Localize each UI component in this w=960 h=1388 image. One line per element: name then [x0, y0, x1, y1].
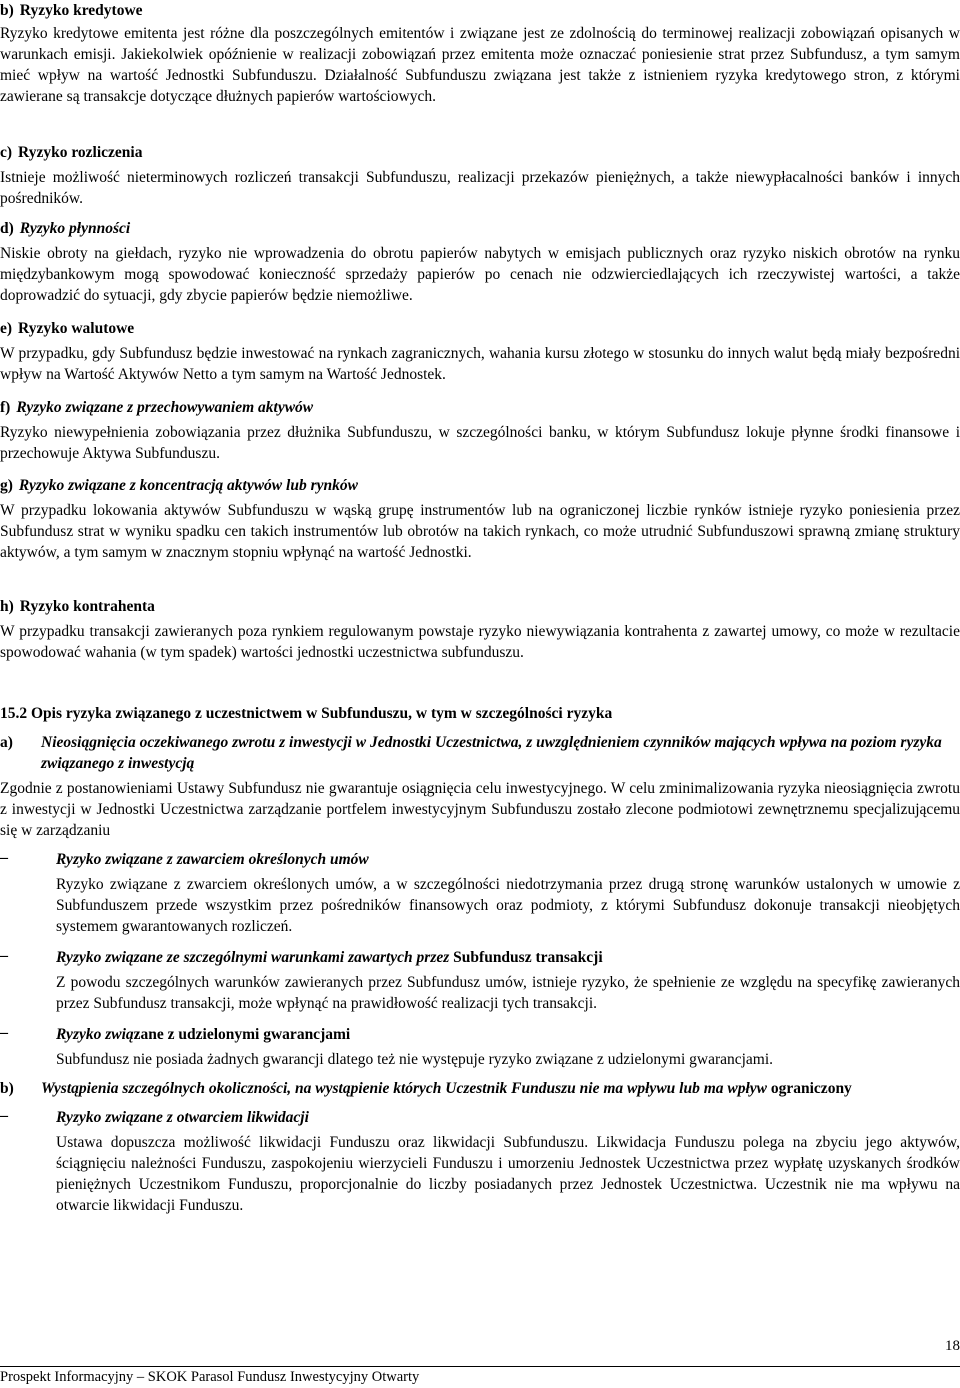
section-title: Ryzyko związane z koncentracją aktywów lub rynków: [18, 477, 358, 494]
bullet-title-italic: Ryzyko związane ze szczególnymi warunkami zawartych przez: [56, 949, 454, 966]
section-label: g): [0, 477, 13, 494]
section-label: b): [0, 2, 14, 19]
bullet-title: [56, 1107, 960, 1128]
section-title: Ryzyko kontrahenta: [19, 598, 155, 615]
section-heading: [0, 318, 960, 339]
bullet-text: Ryzyko związane z zwarciem określonych umów, a w szczególności niedotrzymania przez drugą stronę warunków ustalonych w umowie z Subfunduszem przede wszystkim przez pośredników finansowych oraz podmioty, z którymi Subfundusz dokonuje transakcji nieobjętych systemem gwarantowanych rozliczeń.: [56, 876, 960, 935]
bullet-liquidation: [0, 1107, 960, 1216]
bullet-title-italic: Ryzyko zwią: [56, 1026, 134, 1043]
section-heading: [0, 0, 960, 21]
section-text: W przypadku lokowania aktywów Subfunduszu w wąską grupę instrumentów lub na ograniczonej liczbie rynków istnieje ryzyko poniesienia przez Subfundusz strat w wyniku spadku cen takich instrumentów lub obrotów na takich rynkach, co może utrudnić Subfunduszowi sprawną zmianę struktury aktywów, a tym samym w znacznym stopniu wpłynąć na wartość Jednostki.: [0, 502, 960, 561]
subsection-title: Nieosiągnięcia oczekiwanego zwrotu z inwestycji w Jednostki Uczestnictwa, z uwzględnieniem czynników mających wpływa na poziom ryzyka związanego z inwestycją: [41, 734, 942, 772]
bullet-text: Z powodu szczególnych warunków zawieranych przez Subfundusz umów, istnieje ryzyko, że spełnienie ze względu na specyfikę zawieranych przez Subfundusz transakcji, może wpłynąć na prawidłowość realizacji tych transakcji.: [56, 974, 960, 1012]
section-label: f): [0, 399, 11, 416]
section-title: Ryzyko związane z przechowywaniem aktywów: [16, 399, 314, 416]
section-text: Niskie obroty na giełdach, ryzyko nie wprowadzenia do obrotu papierów nabytych w emisjach publicznych oraz ryzyko niskich obrotów na rynku międzybankowym mogą spowodować konieczność sprzedaży papierów po cenach nie odzwierciedlających ich rzeczywistej wartości, a także doprowadzić do sytuacji, gdy zbycie papierów będzie niemożliwe.: [0, 245, 960, 304]
bullet-title-italic: Ryzyko związane z zawarciem określonych umów: [56, 851, 369, 868]
section-15-2-title: 15.2 Opis ryzyka związanego z uczestnictwem w Subfunduszu, w tym w szczególności ryzyka: [0, 705, 613, 722]
subsection-label: b): [0, 1080, 14, 1097]
section-credit-risk: [0, 0, 960, 107]
dash-marker: –: [0, 1024, 8, 1041]
bullet-text: Subfundusz nie posiada żadnych gwarancji dlatego też nie występuje ryzyko związane z udzielonymi gwarancjami.: [56, 1051, 774, 1068]
subsection-label: a): [0, 734, 13, 751]
subsection-title-rest: ograniczony: [770, 1080, 852, 1097]
section-liquidity-risk: [0, 218, 960, 306]
subsection-title-italic: Wystąpienia szczególnych okoliczności, na wystąpienie których Uczestnik Funduszu nie ma wpływu lub ma wpływ: [41, 1080, 767, 1097]
section-title: Ryzyko rozliczenia: [18, 144, 143, 161]
dash-marker: –: [0, 947, 8, 964]
bullet-special-conditions: [0, 947, 960, 1014]
section-heading: [0, 142, 960, 163]
section-heading: [0, 475, 960, 496]
section-text: Ryzyko niewypełnienia zobowiązania przez dłużnika Subfunduszu, w szczególności banku, w którym Subfundusz lokuje płynne środki finansowe i przechowuje Aktywa Subfunduszu.: [0, 424, 960, 462]
section-title: Ryzyko kredytowe: [19, 2, 143, 19]
section-title: Ryzyko walutowe: [18, 320, 135, 337]
subsection-a-heading: [0, 732, 960, 774]
section-label: e): [0, 320, 13, 337]
bullet-title: [56, 947, 960, 968]
section-heading: [0, 397, 960, 418]
section-label: c): [0, 144, 13, 161]
bullet-title: [56, 849, 960, 870]
section-label: h): [0, 598, 14, 615]
section-text: W przypadku, gdy Subfundusz będzie inwestować na rynkach zagranicznych, wahania kursu złotego w stosunku do innych walut będą miały bezpośredni wpływ na Wartość Aktywów Netto a tym samym na Wartość Jednostek.: [0, 345, 960, 383]
bullet-title-rest: zane z udzielonymi gwarancjami: [133, 1026, 351, 1043]
bullet-text: Ustawa dopuszcza możliwość likwidacji Funduszu oraz likwidacji Subfunduszu. Likwidacja Funduszu polega na zbyciu jego aktywów, ściągnięciu należności Funduszu, zaspokojeniu wierzycieli Funduszu i umorzeniu Jednostek Uczestnictwa przez wypłatę uzyskanych środków pieniężnych Uczestnikom Funduszu, proporcjonalnie do liczby posiadanych przez Jednostek Uczestnictwa. Uczestnik nie ma wpływu na otwarcie likwidacji Funduszu.: [56, 1134, 960, 1214]
section-custody-risk: [0, 397, 960, 464]
section-concentration-risk: [0, 475, 960, 563]
subsection-b-heading: [0, 1078, 960, 1099]
section-label: d): [0, 220, 14, 237]
section-heading: [0, 596, 960, 617]
section-counterparty-risk: [0, 596, 960, 663]
section-title: Ryzyko płynności: [19, 220, 131, 237]
dash-marker: –: [0, 849, 8, 866]
dash-marker: –: [0, 1107, 8, 1124]
bullet-title-italic: Ryzyko związane z otwarciem likwidacji: [56, 1109, 309, 1126]
section-text: W przypadku transakcji zawieranych poza rynkiem regulowanym powstaje ryzyko niewywiązania kontrahenta z zawartej umowy, co może w rezultacie spowodować wahania (w tym spadek) wartości jednostki uczestnictwa subfunduszu.: [0, 623, 960, 661]
section-text: Ryzyko kredytowe emitenta jest różne dla poszczególnych emitentów i związane jest ze zdolnością do terminowej realizacji zobowiązań opisanych w warunkach emisji. Jakiekolwiek opóźnienie w realizacji zobowiązań przez emitenta może oznaczać poniesienie strat przez Subfundusz, a tym samym mieć wpływ na wartość Jednostki Subfunduszu. Działalność Subfunduszu związana jest także z istnieniem ryzyka kredytowego stron, z którymi zawierane są transakcje dotyczące dłużnych papierów wartościowych.: [0, 25, 960, 105]
footer-text: Prospekt Informacyjny – SKOK Parasol Fundusz Inwestycyjny Otwarty: [0, 1369, 420, 1385]
section-heading: [0, 218, 960, 239]
section-text: Istnieje możliwość nieterminowych rozliczeń transakcji Subfunduszu, realizacji przekazów pieniężnych, a także niewypłacalności banków i innych pośredników.: [0, 169, 960, 207]
footer-rule: [0, 1366, 960, 1367]
bullet-guarantees: [0, 1024, 960, 1070]
bullet-contracts: [0, 849, 960, 937]
section-currency-risk: [0, 318, 960, 385]
bullet-title: [56, 1024, 960, 1045]
section-15-2: [0, 703, 960, 1216]
section-settlement-risk: [0, 142, 960, 209]
page-number: 18: [945, 1338, 960, 1354]
subsection-a-text: Zgodnie z postanowieniami Ustawy Subfundusz nie gwarantuje osiągnięcia celu inwestycyjnego. W celu zminimalizowania ryzyka nieosiągnięcia zwrotu z inwestycji w Jednostki Uczestnictwa zarządzanie portfelem inwestycyjnym Subfunduszu zostało zlecone podmiotowi zewnętrznemu specjalizującemu się w zarządzaniu: [0, 780, 960, 839]
bullet-title-rest: Subfundusz transakcji: [453, 949, 603, 966]
